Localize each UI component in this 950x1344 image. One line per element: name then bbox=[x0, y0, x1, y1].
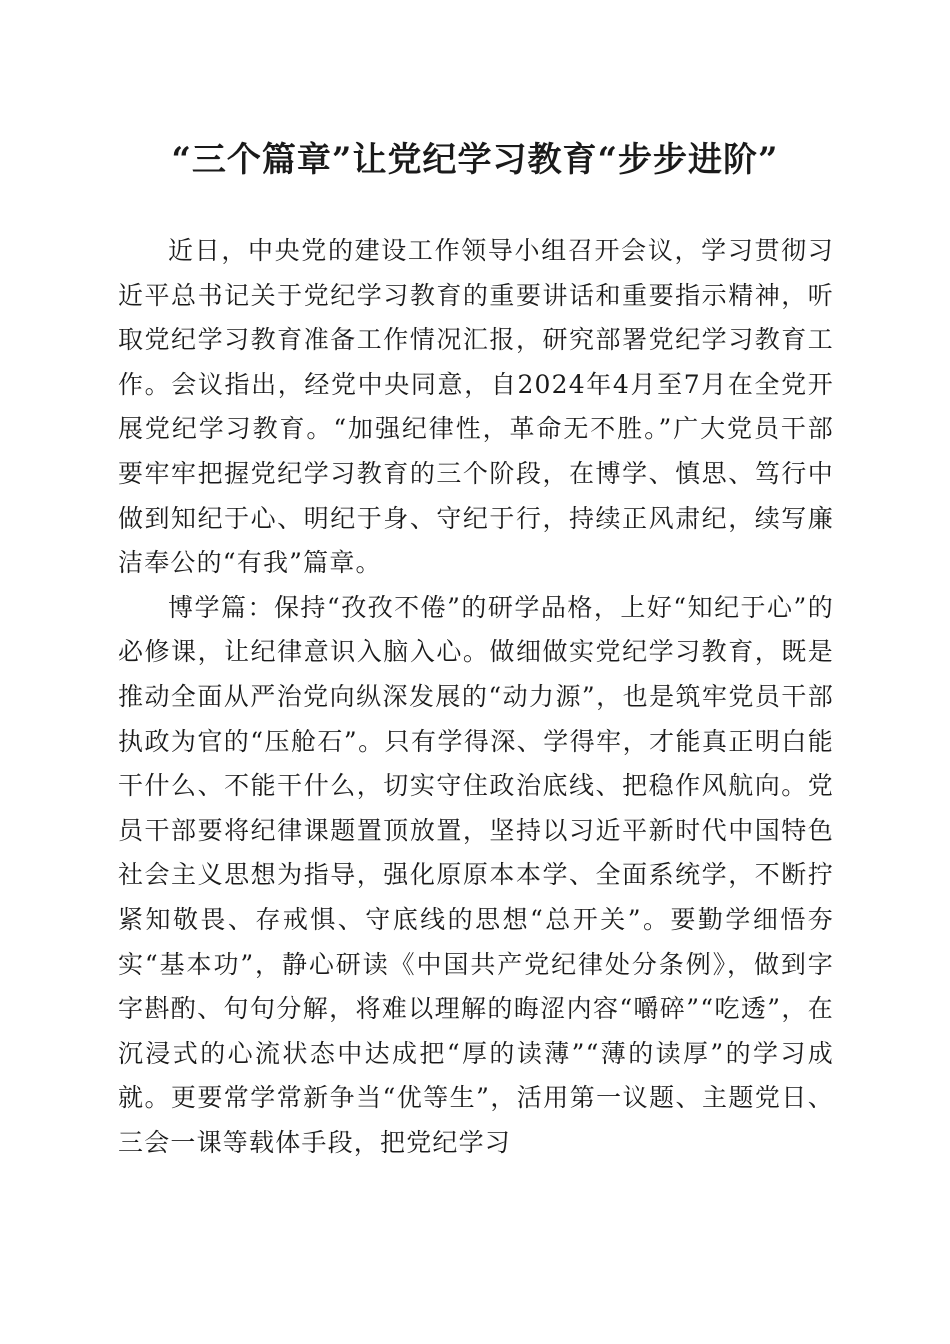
document-body bbox=[118, 229, 834, 1165]
paragraph-boxue: 博学篇：保持“孜孜不倦”的研学品格，上好“知纪于心”的必修课，让纪律意识入脑入心。做细做实党纪学习教育，既是推动全面从严治党向纵深发展的“动力源”，也是筑牢党员干部执政为官的“压舱石”。只有学得深、学得牢，才能真正明白能干什么、不能干什么，切实守住政治底线、把稳作风航向。党员干部要将纪律课题置顶放置，坚持以习近平新时代中国特色社会主义思想为指导，强化原原本本学、全面系统学，不断拧紧知敬畏、存戒惧、守底线的思想“总开关”。要勤学细悟夯实“基本功”，静心研读《中国共产党纪律处分条例》，做到字字斟酌、句句分解，将难以理解的晦涩内容“嚼碎”“吃透”，在沉浸式的心流状态中达成把“厚的读薄”“薄的读厚”的学习成就。更要常学常新争当“优等生”，活用第一议题、主题党日、三会一课等载体手段，把党纪学习 bbox=[118, 592, 834, 1157]
document-title: “三个篇章”让党纪学习教育“步步进阶” bbox=[171, 140, 779, 180]
paragraph-intro: 近日，中央党的建设工作领导小组召开会议，学习贯彻习近平总书记关于党纪学习教育的重要讲话和重要指示精神，听取党纪学习教育准备工作情况汇报，研究部署党纪学习教育工作。会议指出，经党中央同意，自2024年4月至7月在全党开展党纪学习教育。“加强纪律性，革命无不胜。”广大党员干部要牢牢把握党纪学习教育的三个阶段，在博学、慎思、笃行中做到知纪于心、明纪于身、守纪于行，持续正风肃纪，续写廉洁奉公的“有我”篇章。 bbox=[118, 236, 834, 578]
